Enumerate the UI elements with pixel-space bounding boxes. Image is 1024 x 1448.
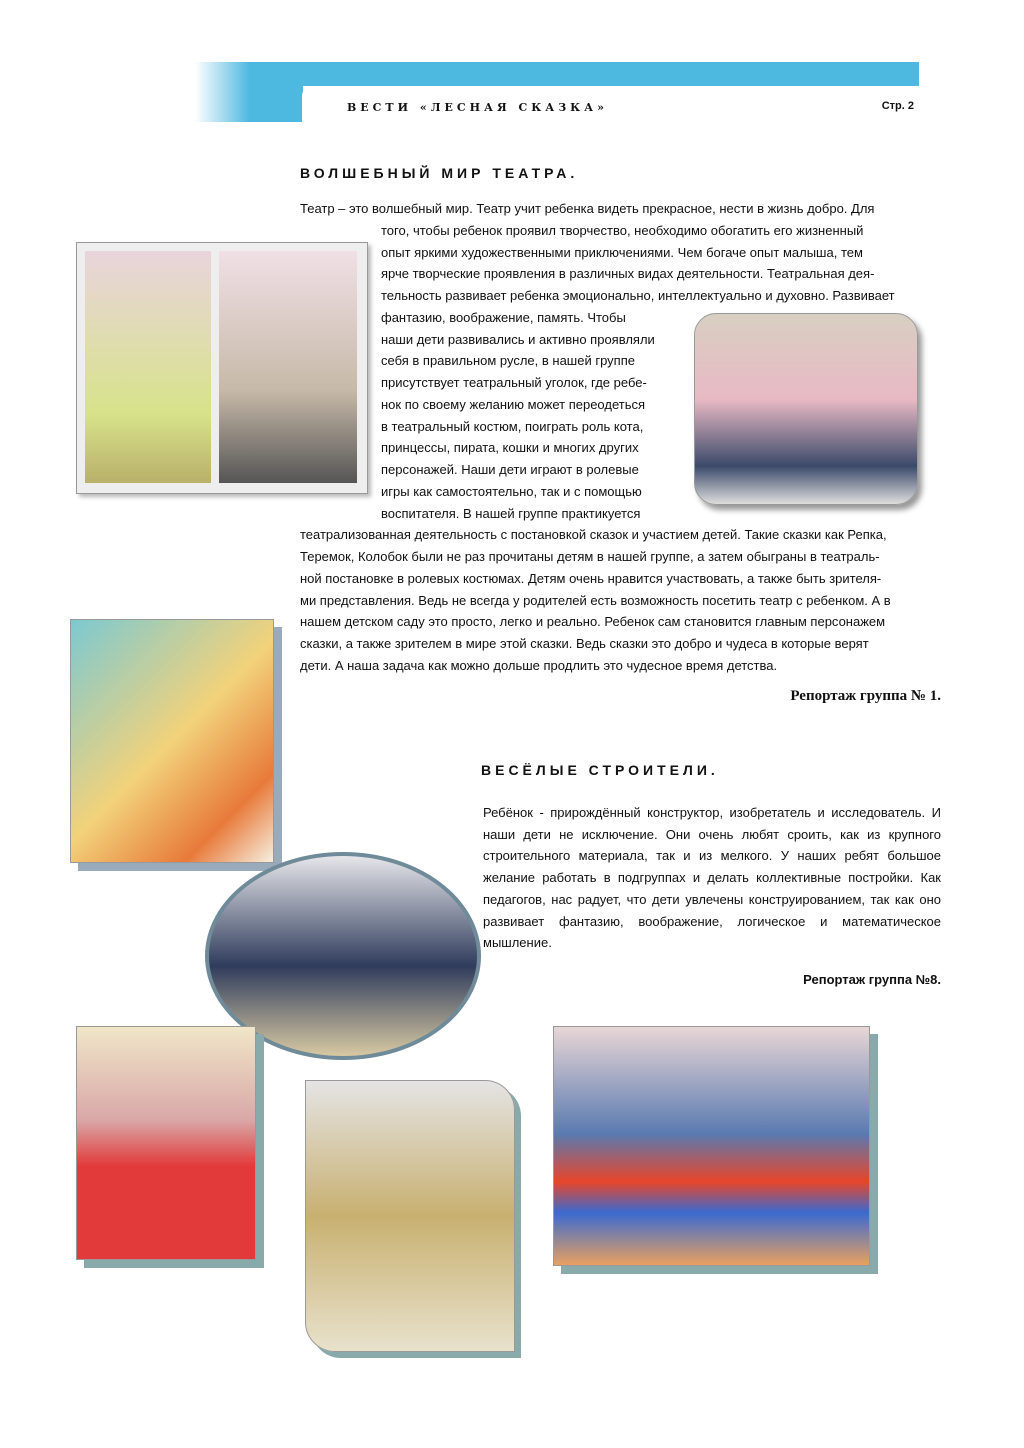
photo-children-red-table: [76, 1026, 256, 1260]
photo-children-theatre-corner: [694, 313, 918, 505]
body-line: наши дети развивались и активно проявляли: [381, 331, 655, 347]
body-line: тельность развивает ребенка эмоционально, интеллектуально и духовно. Развивает: [381, 288, 895, 303]
signature-theatre: Репортаж группа № 1.: [790, 688, 941, 704]
body-line: дети. А наша задача как можно дольше продлить это чудесное время детства.: [300, 657, 778, 673]
photo-children-big-blocks: [553, 1026, 870, 1266]
body-line: персонажей. Наши дети играют в ролевые: [381, 462, 639, 477]
article-body-builders: Ребёнок - прирождённый конструктор, изобретатель и исследователь. И наши дети не исключение. Они очень любят сроить, как из крупного строительного материала, так и из мелкого. У наших ребят большое желание работать в подгруппах и делать коллективные постройки. Как педагогов, нас радует, что дети увлечены конструированием, так как оно развивает фантазию, воображение, логическое и математическое мышление.: [483, 805, 941, 951]
body-line: ярче творческие проявления в различных видах деятельности. Театральная дея-: [381, 266, 875, 282]
body-line: сказки, а также зрителем в мире этой сказки. Ведь сказки это добро и чудеса в которые верят: [300, 636, 869, 651]
body-line: Теремок, Колобок были не раз прочитаны детям в нашей группе, а затем обыграны в театраль-: [300, 549, 880, 564]
body-line: того, чтобы ребенок проявил творчество, необходимо обогатить его жизненный: [381, 222, 864, 238]
illustration-boy-builder: [70, 619, 274, 863]
body-line: ной постановке в ролевых костюмах. Детям очень нравится участвовать, а также быть зрителя-: [300, 570, 882, 586]
body-line: себя в правильном русле, в нашей группе: [381, 353, 635, 369]
newsletter-title: ВЕСТИ «ЛЕСНАЯ СКАЗКА»: [347, 101, 608, 114]
photo-boy-tower: [305, 1080, 515, 1352]
body-line: нок по своему желанию может переодеться: [381, 396, 646, 412]
body-line: принцессы, пирата, кошки и многих других: [381, 440, 639, 456]
body-line: присутствует театральный уголок, где ребе-: [381, 375, 647, 390]
article-title-builders: ВЕСЁЛЫЕ СТРОИТЕЛИ.: [481, 762, 719, 778]
article-title-theatre: ВОЛШЕБНЫЙ МИР ТЕАТРА.: [300, 165, 579, 181]
signature-builders: Репортаж группа №8.: [803, 972, 941, 987]
body-line: ми представления. Ведь не всегда у родителей есть возможность посетить театр с ребенком. А в: [300, 592, 891, 608]
page-number: Стр. 2: [881, 100, 914, 112]
header-band: [195, 62, 919, 86]
photo-two-children-masks: [76, 242, 368, 494]
body-line: Театр – это волшебный мир. Театр учит ребенка видеть прекрасное, нести в жизнь добро. Для: [300, 201, 875, 216]
body-line: в театральный костюм, поиграть роль кота,: [381, 418, 644, 434]
body-line: фантазию, воображение, память. Чтобы: [381, 309, 626, 325]
header-tab: [195, 86, 303, 122]
body-line: игры как самостоятельно, так и с помощью: [381, 483, 642, 499]
body-line: театрализованная деятельность с постановкой сказок и участием детей. Такие сказки как Репка,: [300, 527, 887, 543]
body-line: воспитателя. В нашей группе практикуется: [381, 505, 641, 521]
body-line: опыт яркими художественными приключениями. Чем богаче опыт малыша, тем: [381, 244, 863, 260]
body-line: нашем детском саду это просто, легко и реально. Ребенок сам становится главным персонажем: [300, 614, 886, 630]
